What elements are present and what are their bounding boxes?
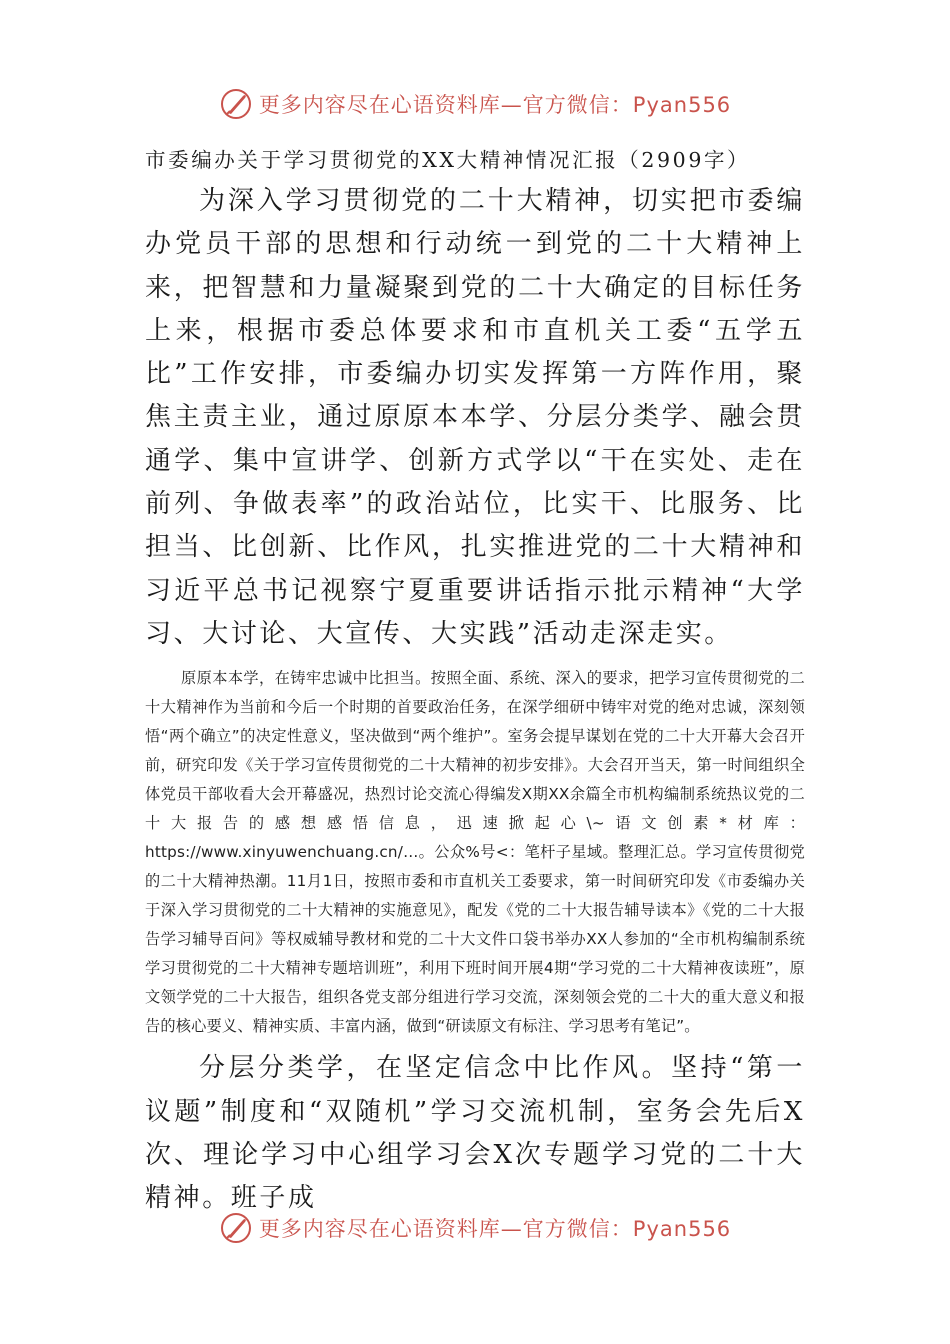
intro-paragraph: 为深入学习贯彻党的二十大精神，切实把市委编办党员干部的思想和行动统一到党的二十大精神上来，把智慧和力量凝聚到党的二十大确定的目标任务上来，根据市委总体要求和市直机关工委“五学五比”工作安排，市委编办切实发挥第一方阵作用，聚焦主责主业，通过原原本本学、分层分类学、融会贯通学、集中宣讲学、创新方式学以“干在实处、走在前列、争做表率”的政治站位，比实干、比服务、比担当、比创新、比作风，扎实推进党的二十大精神和习近平总书记视察宁夏重要讲话指示批示精神“大学习、大讨论、大宣传、大实践”活动走深走实。 xyxy=(145,186,805,649)
section-2-paragraph: 分层分类学，在坚定信念中比作风。坚持“第一议题”制度和“双随机”学习交流机制，室务会先后X次、理论学习中心组学习会X次专题学习党的二十大精神。班子成 xyxy=(145,1053,805,1214)
header-watermark-banner xyxy=(0,82,950,126)
footer-watermark-banner xyxy=(0,1206,950,1250)
watermark-text: 更多内容尽在心语资料库—官方微信：Pyan556 xyxy=(258,93,732,117)
document-title: 市委编办关于学习贯彻党的XX大精神情况汇报（2909字） xyxy=(145,148,751,172)
document-body xyxy=(145,140,805,1220)
quill-pen-icon xyxy=(219,87,253,121)
watermark-text: 更多内容尽在心语资料库—官方微信：Pyan556 xyxy=(258,1217,732,1241)
quill-pen-icon xyxy=(219,1211,253,1245)
section-1-paragraph: 原原本本学，在铸牢忠诚中比担当。按照全面、系统、深入的要求，把学习宣传贯彻党的二十大精神作为当前和今后一个时期的首要政治任务，在深学细研中铸牢对党的绝对忠诚，深刻领悟“两个确立”的决定性意义，坚决做到“两个维护”。室务会提早谋划在党的二十大开幕大会召开前，研究印发《关于学习宣传贯彻党的二十大精神的初步安排》。大会召开当天，第一时间组织全体党员干部收看大会开幕盛况，热烈讨论交流心得编发X期XX余篇全市机构编制系统热议党的二十大报告的感想感悟信息，迅速掀起心\~语文创素*材库：https://www.xinyuwenchuang.cn/…。公众%号<：笔杆子星域。整理汇总。学习宣传贯彻党的二十大精神热潮。11月1日，按照市委和市直机关工委要求，第一时间研究印发《市委编办关于深入学习贯彻党的二十大精神的实施意见》，配发《党的二十大报告辅导读本》《党的二十大报告学习辅导百问》等权威辅导教材和党的二十大文件口袋书举办XX人参加的“全市机构编制系统学习贯彻党的二十大精神专题培训班”，利用下班时间开展4期“学习党的二十大精神夜读班”，原文领学党的二十大报告，组织各党支部分组进行学习交流，深刻领会党的二十大的重大意义和报告的核心要义、精神实质、丰富内涵，做到“研读原文有标注、学习思考有笔记”。 xyxy=(145,669,805,1036)
